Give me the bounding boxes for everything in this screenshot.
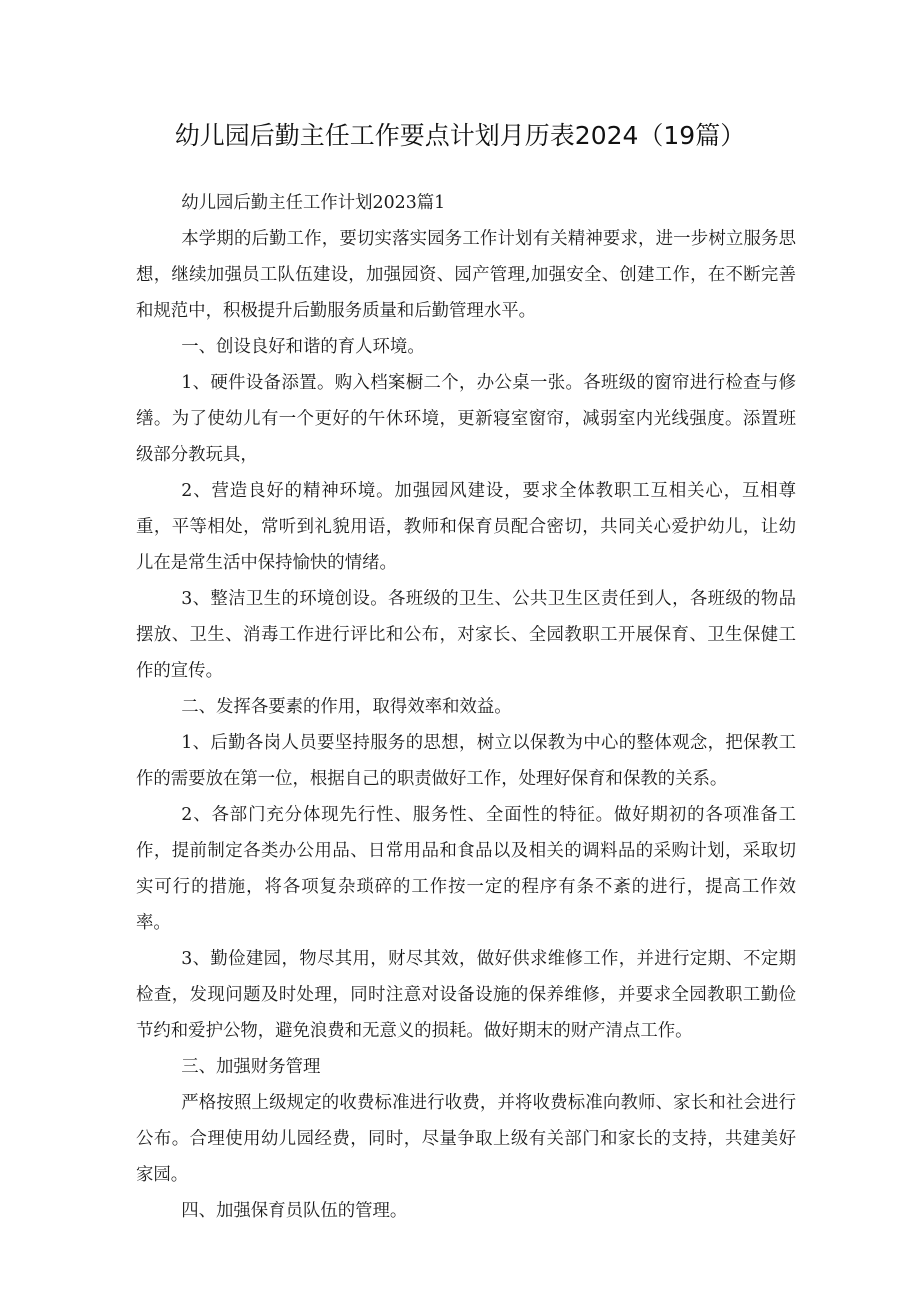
paragraph: 本学期的后勤工作，要切实落实园务工作计划有关精神要求，进一步树立服务思想，继续加强员工队伍建设，加强园资、园产管理,加强安全、创建工作，在不断完善和规范中，积极提升后勤服务质量和后勤管理水平。	[136, 229, 796, 321]
section-heading: 四、加强保育员队伍的管理。	[181, 1201, 408, 1221]
paragraph: 2、营造良好的精神环境。加强园风建设，要求全体教职工互相关心，互相尊重，平等相处，常听到礼貌用语，教师和保育员配合密切，共同关心爱护幼儿，让幼儿在是常生活中保持愉快的情绪。	[136, 481, 796, 573]
document-title: 幼儿园后勤主任工作要点计划月历表2024（19篇）	[174, 121, 746, 150]
paragraph: 3、勤俭建园，物尽其用，财尽其效，做好供求维修工作，并进行定期、不定期检查，发现问题及时处理，同时注意对设备设施的保养维修，并要求全园教职工勤俭节约和爱护公物，避免浪费和无意义的损耗。做好期末的财产清点工作。	[136, 949, 796, 1041]
paragraph: 1、硬件设备添置。购入档案橱二个，办公桌一张。各班级的窗帘进行检查与修缮。为了使幼儿有一个更好的午休环境，更新寝室窗帘，减弱室内光线强度。添置班级部分教玩具，	[136, 373, 796, 465]
section-heading: 一、创设良好和谐的育人环境。	[181, 337, 425, 357]
paragraph: 3、整洁卫生的环境创设。各班级的卫生、公共卫生区责任到人，各班级的物品摆放、卫生、消毒工作进行评比和公布，对家长、全园教职工开展保育、卫生保健工作的宣传。	[136, 589, 796, 681]
paragraph: 2、各部门充分体现先行性、服务性、全面性的特征。做好期初的各项准备工作，提前制定各类办公用品、日常用品和食品以及相关的调料品的采购计划，采取切实可行的措施，将各项复杂琐碎的工作按一定的程序有条不紊的进行，提高工作效率。	[136, 805, 796, 933]
paragraph: 严格按照上级规定的收费标准进行收费，并将收费标准向教师、家长和社会进行公布。合理使用幼儿园经费，同时，尽量争取上级有关部门和家长的支持，共建美好家园。	[136, 1093, 796, 1185]
section-heading: 三、加强财务管理	[181, 1057, 321, 1077]
section-heading: 幼儿园后勤主任工作计划2023篇1	[181, 193, 446, 213]
section-heading: 二、发挥各要素的作用，取得效率和效益。	[181, 697, 512, 717]
document-body	[136, 185, 796, 1229]
paragraph: 1、后勤各岗人员要坚持服务的思想，树立以保教为中心的整体观念，把保教工作的需要放在第一位，根据自己的职责做好工作，处理好保育和保教的关系。	[136, 733, 796, 789]
